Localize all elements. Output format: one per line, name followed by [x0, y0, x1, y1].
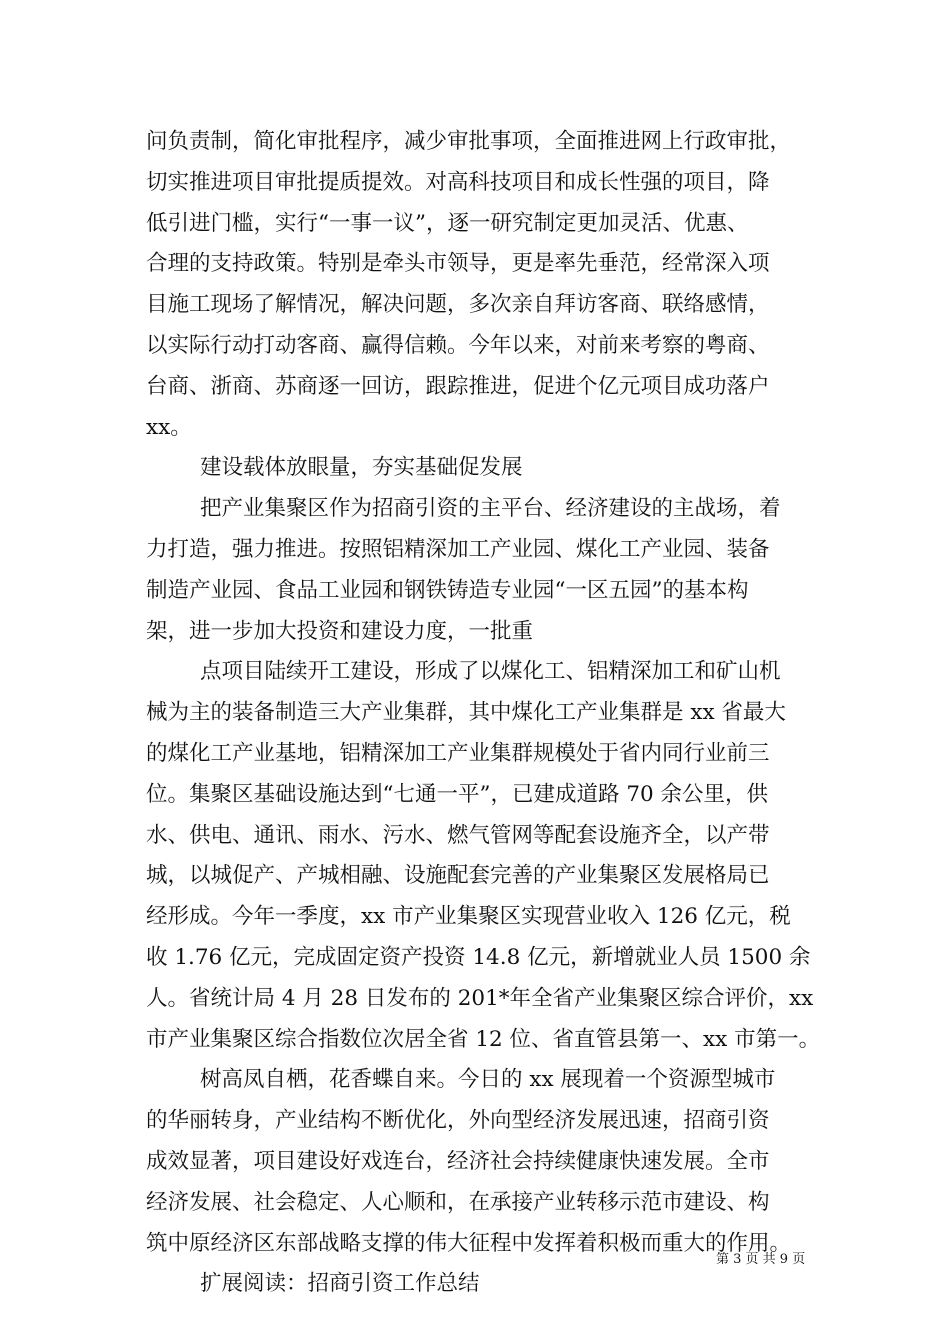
- text-line: 切实推进项目审批提质提效。对高科技项目和成长性强的项目，降: [146, 170, 770, 195]
- text-line: 目施工现场了解情况，解决问题，多次亲自拜访客商、联络感情，: [146, 292, 770, 317]
- text-line: 收 1.76 亿元，完成固定资产投资 14.8 亿元，新增就业人员 1500 余: [146, 945, 811, 970]
- text-line: 的华丽转身，产业结构不断优化，外向型经济发展迅速，招商引资: [146, 1108, 770, 1133]
- text-line: 问负责制，简化审批程序，减少审批事项，全面推进网上行政审批，: [146, 129, 792, 154]
- text-line: 的煤化工产业基地，铝精深加工产业集群规模处于省内同行业前三: [146, 741, 770, 766]
- text-line: 台商、浙商、苏商逐一回访，跟踪推进，促进个亿元项目成功落户: [146, 374, 770, 399]
- text-line: 位。集聚区基础设施达到“七通一平”，已建成道路 70 余公里，供: [146, 782, 769, 807]
- text-line: 水、供电、通讯、雨水、污水、燃气管网等配套设施齐全，以产带: [146, 823, 770, 848]
- text-line: 力打造，强力推进。按照铝精深加工产业园、煤化工产业园、装备: [146, 537, 770, 562]
- text-line: 制造产业园、食品工业园和钢铁铸造专业园“一区五园”的基本构: [146, 578, 749, 603]
- text-line: 以实际行动打动客商、赢得信赖。今年以来，对前来考察的粤商、: [146, 333, 770, 358]
- text-line: 成效显著，项目建设好戏连台，经济社会持续健康快速发展。全市: [146, 1149, 770, 1174]
- text-line: 合理的支持政策。特别是牵头市领导，更是率先垂范，经常深入项: [146, 251, 770, 276]
- text-line: 市产业集聚区综合指数位次居全省 12 位、省直管县第一、xx 市第一。: [146, 1027, 821, 1052]
- text-line: 筑中原经济区东部战略支撑的伟大征程中发挥着积极而重大的作用。: [146, 1231, 792, 1256]
- section-heading: 建设载体放眼量，夯实基础促发展: [200, 455, 523, 480]
- text-line: xx。: [146, 415, 192, 440]
- section-heading: 扩展阅读：招商引资工作总结: [200, 1271, 480, 1296]
- text-line: 点项目陆续开工建设，形成了以煤化工、铝精深加工和矿山机: [200, 659, 781, 684]
- text-line: 经济发展、社会稳定、人心顺和，在承接产业转移示范市建设、构: [146, 1190, 770, 1215]
- text-line: 架，进一步加大投资和建设力度，一批重: [146, 619, 534, 644]
- text-line: 经形成。今年一季度，xx 市产业集聚区实现营业收入 126 亿元，税: [146, 904, 791, 929]
- text-line: 树高凤自栖，花香蝶自来。今日的 xx 展现着一个资源型城市: [200, 1067, 776, 1092]
- text-line: 城，以城促产、产城相融、设施配套完善的产业集聚区发展格局已: [146, 863, 770, 888]
- text-line: 把产业集聚区作为招商引资的主平台、经济建设的主战场，着: [200, 496, 781, 521]
- page-number: 第 3 页 共 9 页: [716, 1252, 806, 1267]
- text-line: 械为主的装备制造三大产业集群，其中煤化工产业集群是 xx 省最大: [146, 700, 786, 725]
- text-line: 人。省统计局 4 月 28 日发布的 201*年全省产业集聚区综合评价，xx: [146, 986, 814, 1011]
- text-line: 低引进门槛，实行“一事一议”，逐一研究制定更加灵活、优惠、: [146, 211, 749, 236]
